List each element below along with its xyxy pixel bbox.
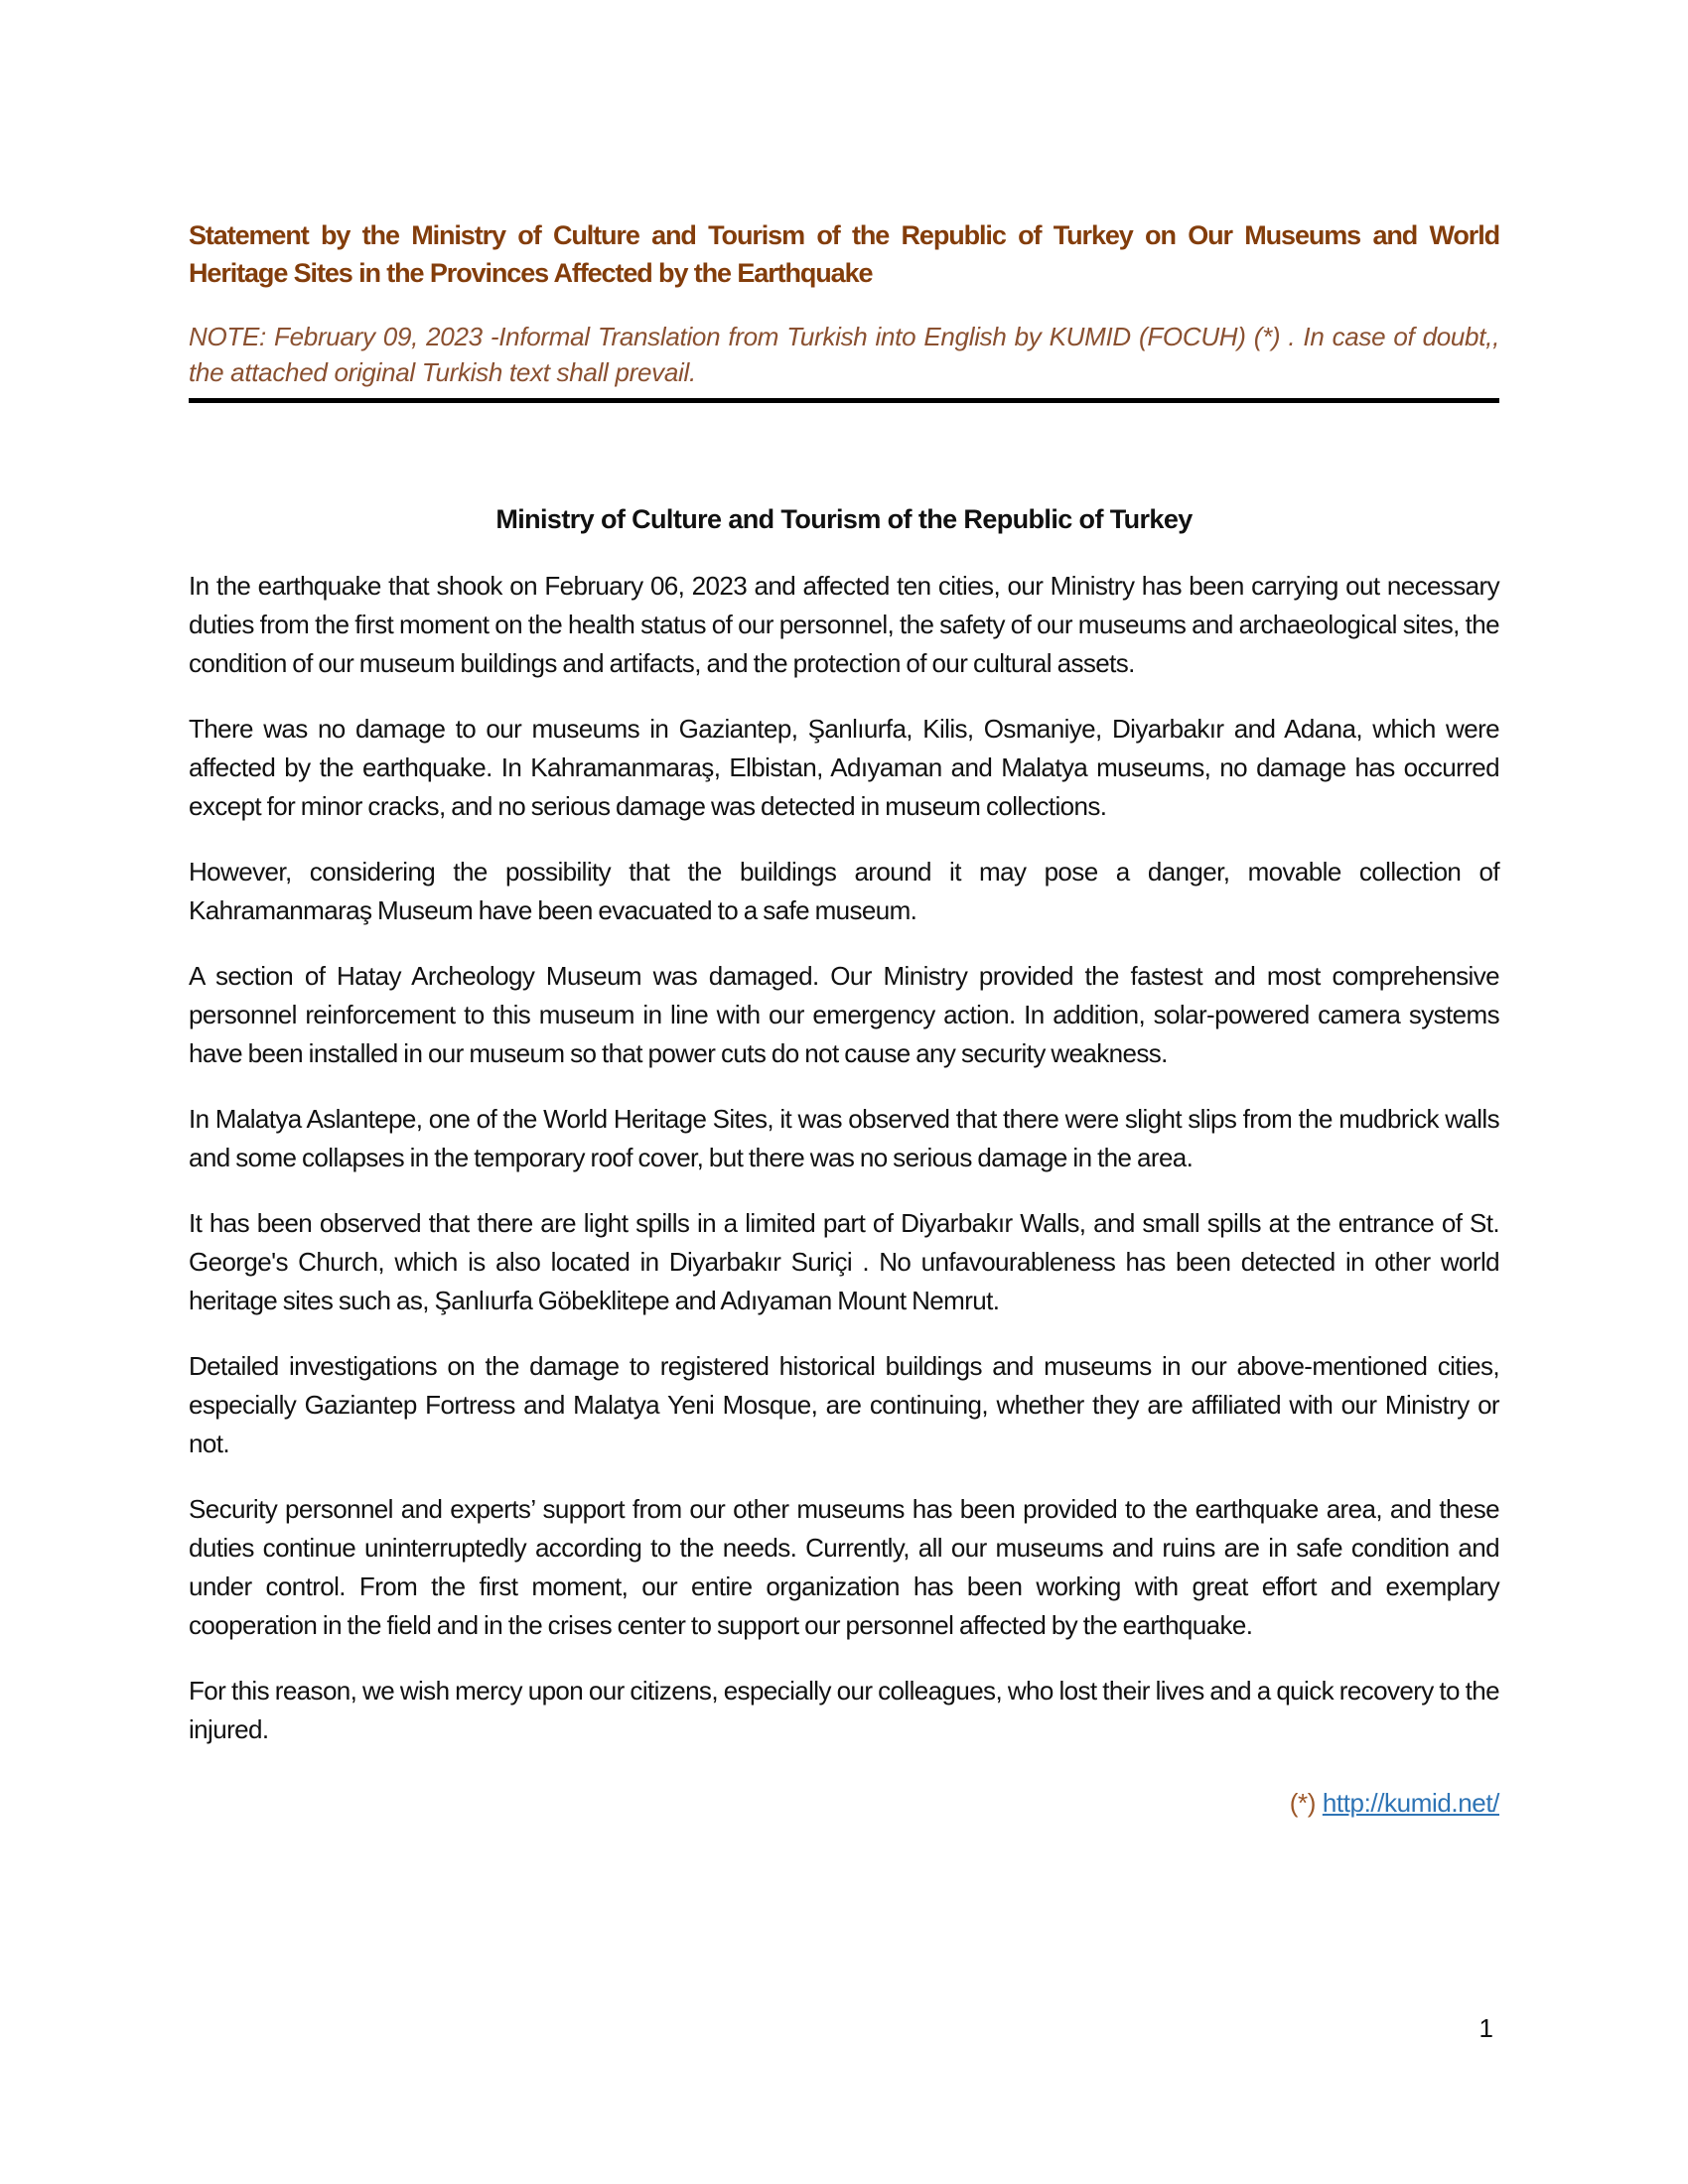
body-paragraph: For this reason, we wish mercy upon our citizens, especially our colleagues, who lost their lives and a quick recovery to the injured.	[189, 1676, 1499, 1744]
body-paragraph: A section of Hatay Archeology Museum was damaged. Our Ministry provided the fastest and most comprehensive personnel reinforcement to this museum in line with our emergency action. In addition, solar-powered camera systems have been installed in our museum so that power cuts do not cause any security weakness.	[189, 961, 1499, 1068]
document-content	[189, 216, 1499, 1823]
body-paragraph: It has been observed that there are light spills in a limited part of Diyarbakır Walls, and small spills at the entrance of St. George's Church, which is also located in Diyarbakır Suriçi . No unfavourableness has been detected in other world heritage sites such as, Şanlıurfa Göbeklitepe and Adıyaman Mount Nemrut.	[189, 1208, 1499, 1315]
page-number: 1	[1478, 2013, 1493, 2043]
ministry-heading: Ministry of Culture and Tourism of the Republic of Turkey	[495, 504, 1193, 534]
body-paragraph: In Malatya Aslantepe, one of the World Heritage Sites, it was observed that there were slight slips from the mudbrick walls and some collapses in the temporary roof cover, but there was no serious damage in the area.	[189, 1104, 1499, 1172]
document-title: Statement by the Ministry of Culture and Tourism of the Republic of Turkey on Our Museums and World Heritage Sites in the Provinces Affected by the Earthquake	[189, 220, 1499, 288]
body-paragraph: In the earthquake that shook on February 06, 2023 and affected ten cities, our Ministry has been carrying out necessary duties from the first moment on the health status of our personnel, the safety of our museums and archaeological sites, the condition of our museum buildings and artifacts, and the protection of our cultural assets.	[189, 571, 1499, 678]
body-paragraph: However, considering the possibility that the buildings around it may pose a danger, movable collection of Kahramanmaraş Museum have been evacuated to a safe museum.	[189, 857, 1499, 925]
footnote-marker: (*)	[1289, 1788, 1316, 1818]
translation-note: NOTE: February 09, 2023 -Informal Translation from Turkish into English by KUMID (FOCUH) (*) . In case of doubt,, the attached original Turkish text shall prevail.	[189, 322, 1499, 387]
kumid-link[interactable]: http://kumid.net/	[1322, 1788, 1499, 1818]
body-paragraph: Detailed investigations on the damage to registered historical buildings and museums in our above-mentioned cities, especially Gaziantep Fortress and Malatya Yeni Mosque, are continuing, whether they are affiliated with our Ministry or not.	[189, 1351, 1499, 1458]
divider-rule	[189, 398, 1499, 403]
body-paragraph: There was no damage to our museums in Gaziantep, Şanlıurfa, Kilis, Osmaniye, Diyarbakır and Adana, which were affected by the earthquake. In Kahramanmaraş, Elbistan, Adıyaman and Malatya museums, no damage has occurred except for minor cracks, and no serious damage was detected in museum collections.	[189, 714, 1499, 821]
body-paragraph: Security personnel and experts’ support from our other museums has been provided to the earthquake area, and these duties continue uninterruptedly according to the needs. Currently, all our museums and ruins are in safe condition and under control. From the first moment, our entire organization has been working with great effort and exemplary cooperation in the field and in the crises center to support our personnel affected by the earthquake.	[189, 1494, 1499, 1640]
footnote-line	[189, 1784, 1499, 1823]
